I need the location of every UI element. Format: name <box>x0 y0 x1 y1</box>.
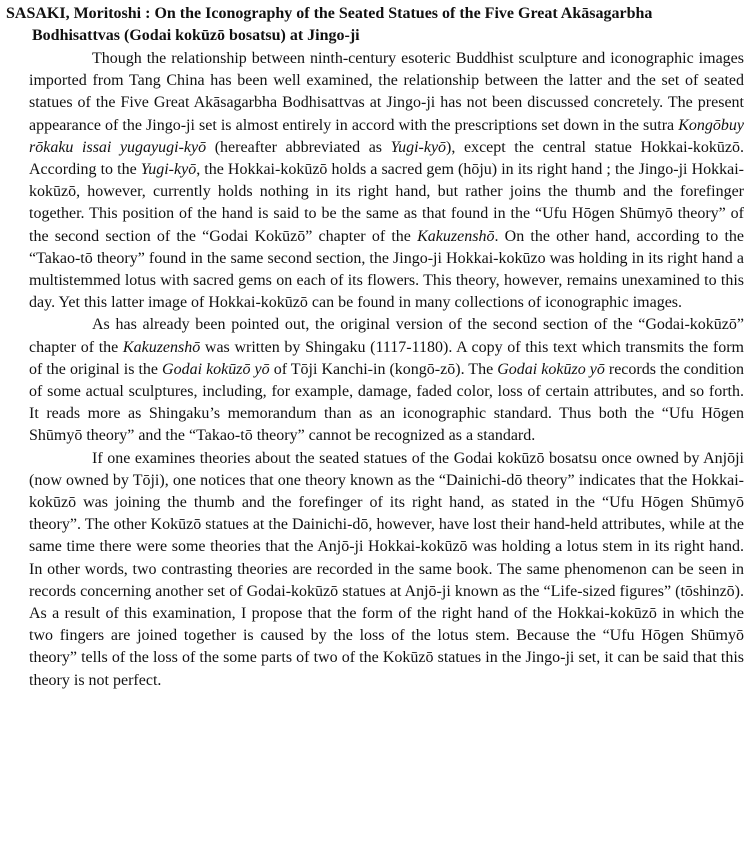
italic-title-text: Kongōbuy rōkaku issai yugayugi-kyō <box>29 116 744 156</box>
italic-title-text: Kakuzenshō <box>417 227 495 245</box>
paragraph-text-run: ), except the central statue Hokkai-kokūzō. According to the <box>29 138 745 179</box>
paragraph-text-run: If one examines theories about the seated statues of the Godai kokūzō bosatsu once owned by Anjōji (now owned by Tōji), one notices that one theory known as the “Dainichi-dō theory” indicates that the Hokkai-kokūzō was joining the thumb and the forefinger of its right hand, as stated in the “Ufu Hōgen Shūmyō theory”. The other Kokūzō statues at the Dainichi-dō, however, have lost their hand-held attributes, while at the same time there were some theories that the Anjō-ji Hokkai-kokūzō was holding a lotus stem in its right hand. In other words, two contrasting theories are recorded in the same book. The same phenomenon can be seen in records concerning another set of Godai-kokūzō statues at Anjō-ji known as the “Life-sized figures” (tōshinzō). As a result of this examination, I propose that the form of the right hand of the Hokkai-kokūzō in which the two fingers are joined together is caused by the loss of the lotus stem. Because the “Ufu Hōgen Shūmyō theory” tells of the loss of the some parts of two of the Kokūzō statues in the Jingo-ji set, it can be said that this theory is not perfect. <box>29 449 744 689</box>
italic-title-text: Kakuzenshō <box>122 338 201 356</box>
paragraph-3 <box>6 448 746 692</box>
italic-title-text: Godai kokūzō yō <box>162 360 270 378</box>
paragraph-1 <box>6 48 746 314</box>
paragraph-text-run: of Tōji Kanchi-in (kongō-zō). The <box>269 360 498 378</box>
paragraph-text-run: (hereafter abbreviated as <box>206 138 391 156</box>
italic-title-text: Yugi-kyō <box>140 161 197 179</box>
paragraph-text-run: was written by Shingaku (1117-1180). A copy of this text which transmits the form of the original is the <box>29 338 745 378</box>
italic-title-text: Godai kokūzo yō <box>497 360 605 378</box>
paragraph-text-run: As has already been pointed out, the original version of the second section of the “Godai-kokūzō” chapter of the <box>29 316 744 356</box>
paragraph-text-run: records the condition of some actual sculptures, including, for example, damage, faded color, loss of certain attributes, and so forth. It reads more as Shingaku’s memorandum than as an iconographic standard. Thus both the “Ufu Hōgen Shūmyō theory” and the “Takao-tō theory” cannot be recognized as a standard. <box>29 360 745 445</box>
abstract-body <box>6 48 746 692</box>
paragraph-text-run: , the Hokkai-kokūzō holds a sacred gem (hōju) in its right hand ; the Jingo-ji Hokkai-kokūzō, however, currently holds nothing in its right hand, but rather joins the thumb and the forefinger together. This position of the hand is said to be the same as that found in the “Ufu Hōgen Shūmyō theory” of the second section of the “Godai Kokūzō” chapter of the <box>29 161 744 245</box>
italic-title-text: Yugi-kyō <box>390 138 447 156</box>
article-title <box>6 3 746 47</box>
title-line-2: Bodhisattvas (Godai kokūzō bosatsu) at Jingo-ji <box>32 27 360 44</box>
paragraph-text-run: . On the other hand, according to the “Takao-tō theory” found in the same second section, the Jingo-ji Hokkai-kokūzo was holding in its right hand a multistemmed lotus with sacred gems on each of its flowers. This theory, however, remains unexamined to this day. Yet this latter image of Hokkai-kokūzō can be found in many collections of iconographic images. <box>29 227 744 312</box>
title-line-1: SASAKI, Moritoshi : On the Iconography of the Seated Statues of the Five Great Akāsagarbha <box>6 5 653 22</box>
paragraph-2 <box>6 314 746 447</box>
paragraph-text-run: Though the relationship between ninth-century esoteric Buddhist sculpture and iconographic images imported from Tang China has been well examined, the relationship between the latter and the set of seated statues of the Five Great Akāsagarbha Bodhisattvas at Jingo-ji has not been discussed concretely. The present appearance of the Jingo-ji set is almost entirely in accord with the prescriptions set down in the sutra <box>29 50 744 134</box>
